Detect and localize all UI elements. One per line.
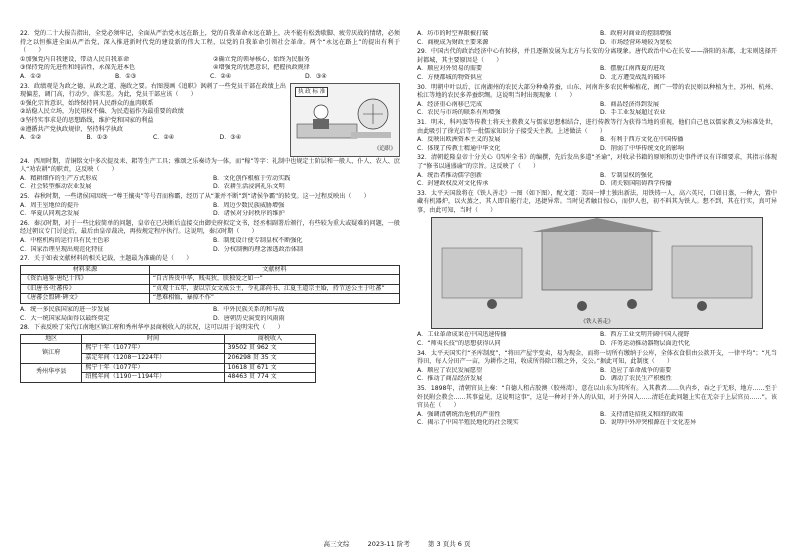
question-29 [417, 48, 777, 82]
option-c[interactable]: C．“师夷长技”的思想获得认同 [417, 340, 501, 348]
option-a[interactable]: A．顺应了农民发展愿望 [417, 366, 483, 374]
question-27 [20, 255, 400, 323]
statement: ②站稳人民立场，为民用权不偏、为民造福作为最重要的政绩 [20, 108, 184, 116]
option-c[interactable]: C．华夏认同观念发展 [20, 210, 80, 218]
option-c[interactable]: C．方便都城的物资供应 [417, 73, 483, 81]
table-row [21, 363, 316, 373]
question-28-options [417, 30, 777, 47]
table-row [21, 344, 316, 354]
question-30 [417, 84, 777, 118]
question-text: 25．春秋时期，一些诸侯国因统一“尊王攘夷”等号召而称霸，经历了从“兼并不断”到“诸侯争霸”的转变。这一过程反映出（ ） [20, 192, 370, 200]
option-b[interactable]: B．适应了革命战争的需要 [600, 366, 672, 374]
option-a[interactable]: A．坊市的时空界限被打破 [417, 30, 489, 37]
option-d[interactable]: D．北方遭受战乱的破坏 [600, 73, 666, 81]
right-column [417, 30, 777, 429]
statement: ③坚持实事求是的思想路线，维护党和国家的利益 [20, 116, 154, 124]
question-text: 26．秦汉时期，对于一些比较简单的问题，皇帝在已决断后直接交由御史府拟定文书，经丞相副署后颁行，有些较为重大或疑难的问题，一般经过朝议专门讨论后，最后由皇帝裁决，再按规定程序执行。这说明，秦汉时期（ ） [20, 219, 400, 236]
question-text: 34．太平天国实行“圣库制度”，“将田产屋宇变卖，易为现金，而将一切所有缴纳于公库，全体衣食俱由公款开支，一律平均”；“凡当得田，每人分田产一亩，为耕作之用，收成所得除口粮之外，交公。”据此可知，此制度（ ） [417, 349, 777, 366]
table-cell: 熙宁十年（1077年） [82, 363, 224, 373]
question-text: 31．明末，科玛窦等传教士将天主教教义与儒家思想相结合，进行传教等行为获得当地的重视，他们自己也以儒家教义为标准处世，由此吸引了徐光启等一批儒家知识分子接受天主教。上述做法（ ） [417, 118, 777, 135]
question-text: 22．党的二十大报告指出，全党必须牢记，全面从严治党永远在路上，党的自我革命永远在路上，决不能有松劲歇脚、疲劳厌战的情绪，必须持之以恒推进全面从严治党，深入推进新时代党的建设新的伟大工程，以党的自我革命引领社会革命。两个“永远在路上”的提出有利于（ ） [20, 30, 400, 55]
statement: ③保持党的先进性和纯洁性，永葆先进本色 [20, 64, 136, 72]
page-footer [0, 540, 794, 549]
table-cell: “自古皆贵中华，贱夷狄，朕独爱之如一” [149, 275, 399, 285]
illustration-drawing [432, 218, 762, 328]
question-22 [20, 30, 400, 82]
question-text: 27．关于如表文献材料的相关记载，主题最为准确的是（ ） [20, 255, 193, 263]
option-a[interactable]: A．经济重心南移已完成 [417, 100, 483, 108]
option-c[interactable]: C．国家治理呈现出规范化特征 [20, 245, 104, 253]
question-text: 24．西周时期，青铜铭文中多次提及耒、耜等生产工具；雅颂之乐奏诗为一体，而“稼”等字：礼制中也规定士阶层和一般人、仆人、农人、庶人“劝农耕”的职责，这反映（ ） [20, 157, 400, 174]
question-24 [20, 158, 400, 192]
cartoon-caption: 《追职》 [373, 145, 396, 152]
option-a[interactable]: A．反映出欧洲资本主义的发展 [417, 136, 501, 144]
option-b[interactable]: B．专制皇权的强化 [600, 171, 653, 179]
option-d[interactable]: D．削弱了中华传统文化的影响 [600, 144, 684, 152]
question-34 [417, 350, 777, 384]
option-a[interactable]: A．强调清朝统治危机的严重性 [417, 410, 501, 418]
option-d[interactable]: D．洋务运动推动器物层面近代化 [600, 340, 691, 348]
question-23 [20, 83, 400, 157]
option-d[interactable]: D．闭关锁国阻碍西学传播 [600, 180, 672, 188]
statement: ④增强党的忧患意识，把握执政规律 [213, 64, 310, 72]
table-cell: 绍熙年间（1190～1194年） [82, 373, 224, 383]
option-b[interactable]: B．①③ [115, 72, 137, 80]
option-b[interactable]: B．制度设计使专制皇权不断强化 [213, 236, 303, 244]
question-33 [417, 190, 777, 349]
option-b[interactable]: B．支持清廷招抚义和团的政策 [600, 410, 684, 418]
option-c[interactable]: C．②④ [210, 72, 232, 80]
option-c[interactable]: C．②④ [153, 134, 175, 142]
left-column [20, 30, 400, 385]
statement: ①加强党内自我建设，带动人民自我革命 [20, 55, 130, 63]
question-text: 29．中国古代的政治经济中心有转移，并且逐渐发展为北方与长安的分离现象。唐代政治中心在长安——洛阳的东都，北宋则选择开封都城，其主要原因是（ ） [417, 48, 777, 64]
question-26 [20, 220, 400, 254]
option-c[interactable]: C．揭示了中国半殖民地化的社会现实 [417, 419, 519, 427]
footer-page-number: 第 3 页共 6 页 [427, 540, 471, 548]
cartoon-sign: 执 政 标 准 [295, 87, 328, 98]
option-c[interactable]: C．农民与市场的联系有所增强 [417, 109, 501, 117]
option-d[interactable]: D．市场经营环境较为宽松 [600, 38, 672, 46]
source-table [20, 265, 400, 304]
question-28 [20, 324, 400, 383]
table-cell: 10618 贯 671 文 [224, 363, 316, 373]
option-c[interactable]: C．大一统国家局面得以最终奠定 [20, 314, 110, 322]
table-cell: 206298 贯 35 文 [224, 354, 316, 364]
option-a[interactable]: A．周王室地位的提升 [20, 201, 80, 209]
option-b[interactable]: B．政府对商业的控制增强 [600, 30, 672, 37]
option-a[interactable]: A．统一多民族国家的进一步发展 [20, 306, 110, 314]
option-c[interactable]: C．封建政权反对文化传承 [417, 180, 489, 188]
option-a[interactable]: A．精耕细作的生产方式形成 [20, 174, 98, 182]
table-cell: 《唐蕃会盟碑·碑文》 [21, 294, 150, 304]
option-d[interactable]: D．说明中外冲突根源在于文化差异 [600, 419, 697, 427]
question-text: 33．太平天国敌将在《铁人善走》一图（如下图），配文道：美国一博士独出新法，用铁铸一人，高六英尺，口如日蒸，一种大，置中藏有机器炉，以火蒸之，其人即自能行走，迅捷异常。当时见者触目惊心，而伊人也，初不料其为铁人。想不到，其在行实，真可异事，由此可知，当时（ ） [417, 189, 777, 214]
table-header: 商税收入 [224, 334, 316, 344]
question-text: 23．政绩观是为政之德，从政之道、施政之要。右图漫画《追职》讽刺了一些党员干部在政绩上出现偏差，调门高，行动少，落实差。为此，党员干部应该（ ） [20, 82, 286, 99]
option-a[interactable]: A．统治者推动儒学创新 [417, 171, 483, 179]
table-header: 地区 [21, 334, 82, 344]
table-header: 文献材料 [149, 265, 399, 275]
option-d[interactable]: D．分权制衡的理念渗透政治体制 [213, 245, 304, 253]
option-d[interactable]: D．诸侯对分封秩序的维护 [213, 210, 285, 218]
option-b[interactable]: B．摆脱江南西夏的进攻 [600, 65, 666, 73]
table-cell: 秀州华亭县 [21, 363, 82, 382]
question-32 [417, 154, 777, 188]
table-header: 材料来源 [21, 265, 150, 275]
table-cell: “患难相恤，暴掠不作” [149, 294, 399, 304]
option-b[interactable]: B．西方工业文明开阔中国人视野 [600, 331, 690, 339]
option-a[interactable]: A．工业革命成果在中国迅速传播 [417, 331, 507, 339]
option-c[interactable]: C．商税成为财政主要来源 [417, 38, 489, 46]
question-25 [20, 193, 400, 219]
question-text: 28．下表反映了宋代江南地区镇江府和秀州华亭县商税收入的状况，这可以用于说明宋代（ ） [20, 324, 284, 332]
option-a[interactable]: A．中枢机构的运行具有民主色彩 [20, 236, 110, 244]
option-d[interactable]: D．③④ [219, 134, 242, 142]
table-cell: “贞观十五年，妻以宗女文成公主，令礼部尚书、江夏王道宗主婚，持节送公主于吐蕃” [149, 284, 399, 294]
option-d[interactable]: D．农耕生活浸润礼乐文明 [213, 183, 285, 191]
option-d[interactable]: D．③④ [305, 72, 327, 80]
table-cell: 《旧唐书·吐蕃传》 [21, 284, 150, 294]
footer-subject: 高三文综 [323, 540, 350, 548]
option-d[interactable]: D．手工业发展超过农业 [600, 109, 666, 117]
question-35 [417, 385, 777, 428]
option-a[interactable]: A．顺应对外贸易的需要 [417, 65, 483, 73]
table-cell: 《资治通鉴·唐纪十四》 [21, 275, 150, 285]
option-b[interactable]: B．商品经济得到发展 [600, 100, 660, 108]
option-a[interactable]: A．①② [20, 134, 42, 142]
table-cell: 48463 贯 774 文 [224, 373, 316, 383]
option-a[interactable]: A．①② [20, 72, 42, 80]
table-cell: 镇江府 [21, 344, 82, 363]
option-d[interactable]: D．调动了农民生产积极性 [600, 375, 672, 383]
option-b[interactable]: B．周边少数民族威胁增强 [213, 201, 285, 209]
table-row [21, 275, 400, 285]
option-c[interactable]: C．社会转型推动农业发展 [20, 183, 92, 191]
table-header: 时间 [82, 334, 224, 344]
option-b[interactable]: B．中外民族关系的和与战 [213, 306, 285, 314]
option-b[interactable]: B．文化创作根植于劳动实践 [213, 174, 291, 182]
question-text: 35．1898年，清朝官员上奏：“自德人租占胶澳（胶州湾），意在以山东为其所有。入其教者……负内乡，吞之于无形，地方……至于奸民附会教会……其事益见，这说明这事”，这是一种对于外人的认知，对于外国人……清廷在此问题上实在无奈于上层官员……”。该官员在（ ） [417, 385, 777, 410]
cartoon-image [290, 83, 400, 157]
option-b[interactable]: B．有利于西方文化在中国传播 [600, 136, 684, 144]
statement: ④遵循共产党执政规律，坚持科学执政 [20, 125, 123, 133]
question-text: 32．清朝乾隆皇帝十分关心《四库全书》的编撰，先后发出多道“圣谕”，对收录书籍的原则和历史事件评议有详细要求，其指示体现了“修书以通盛谕”的宗旨。这反映了（ ） [417, 154, 777, 170]
table-cell: 熙宁十年（1077年） [82, 344, 224, 354]
footer-exam: 2023-11 阶考 [367, 540, 410, 548]
question-31 [417, 119, 777, 153]
option-c[interactable]: C．推动了商品经济发展 [417, 375, 483, 383]
illustration-image [431, 217, 763, 329]
statement: ①强化宗旨意识，始终保持同人民群众的血肉联系 [20, 99, 154, 107]
question-text: 30．明朝中叶以后，江南湖州的农民大部分种桑养蚕，山东、河南许多农民种棉植花，闽广一带的农民则以种植为主，苏州、杭州、松江等地的农民多养蚕织绸。这说明当时出现现象（ ） [417, 83, 777, 100]
statement: ②确立党的领导核心，始终为民服务 [213, 55, 310, 63]
table-row [21, 294, 400, 304]
table-cell: 39502 贯 962 文 [224, 344, 316, 354]
illustration-caption: 《铁人善走》 [580, 318, 614, 325]
table-row [21, 284, 400, 294]
option-c[interactable]: C．体现了传教士精通中华文化 [417, 144, 501, 152]
option-d[interactable]: D．唐朝历史演变的风雨雨 [213, 314, 285, 322]
option-b[interactable]: B．①③ [86, 134, 108, 142]
table-cell: 嘉定年间（1208～1224年） [82, 354, 224, 364]
tax-table [20, 334, 316, 383]
